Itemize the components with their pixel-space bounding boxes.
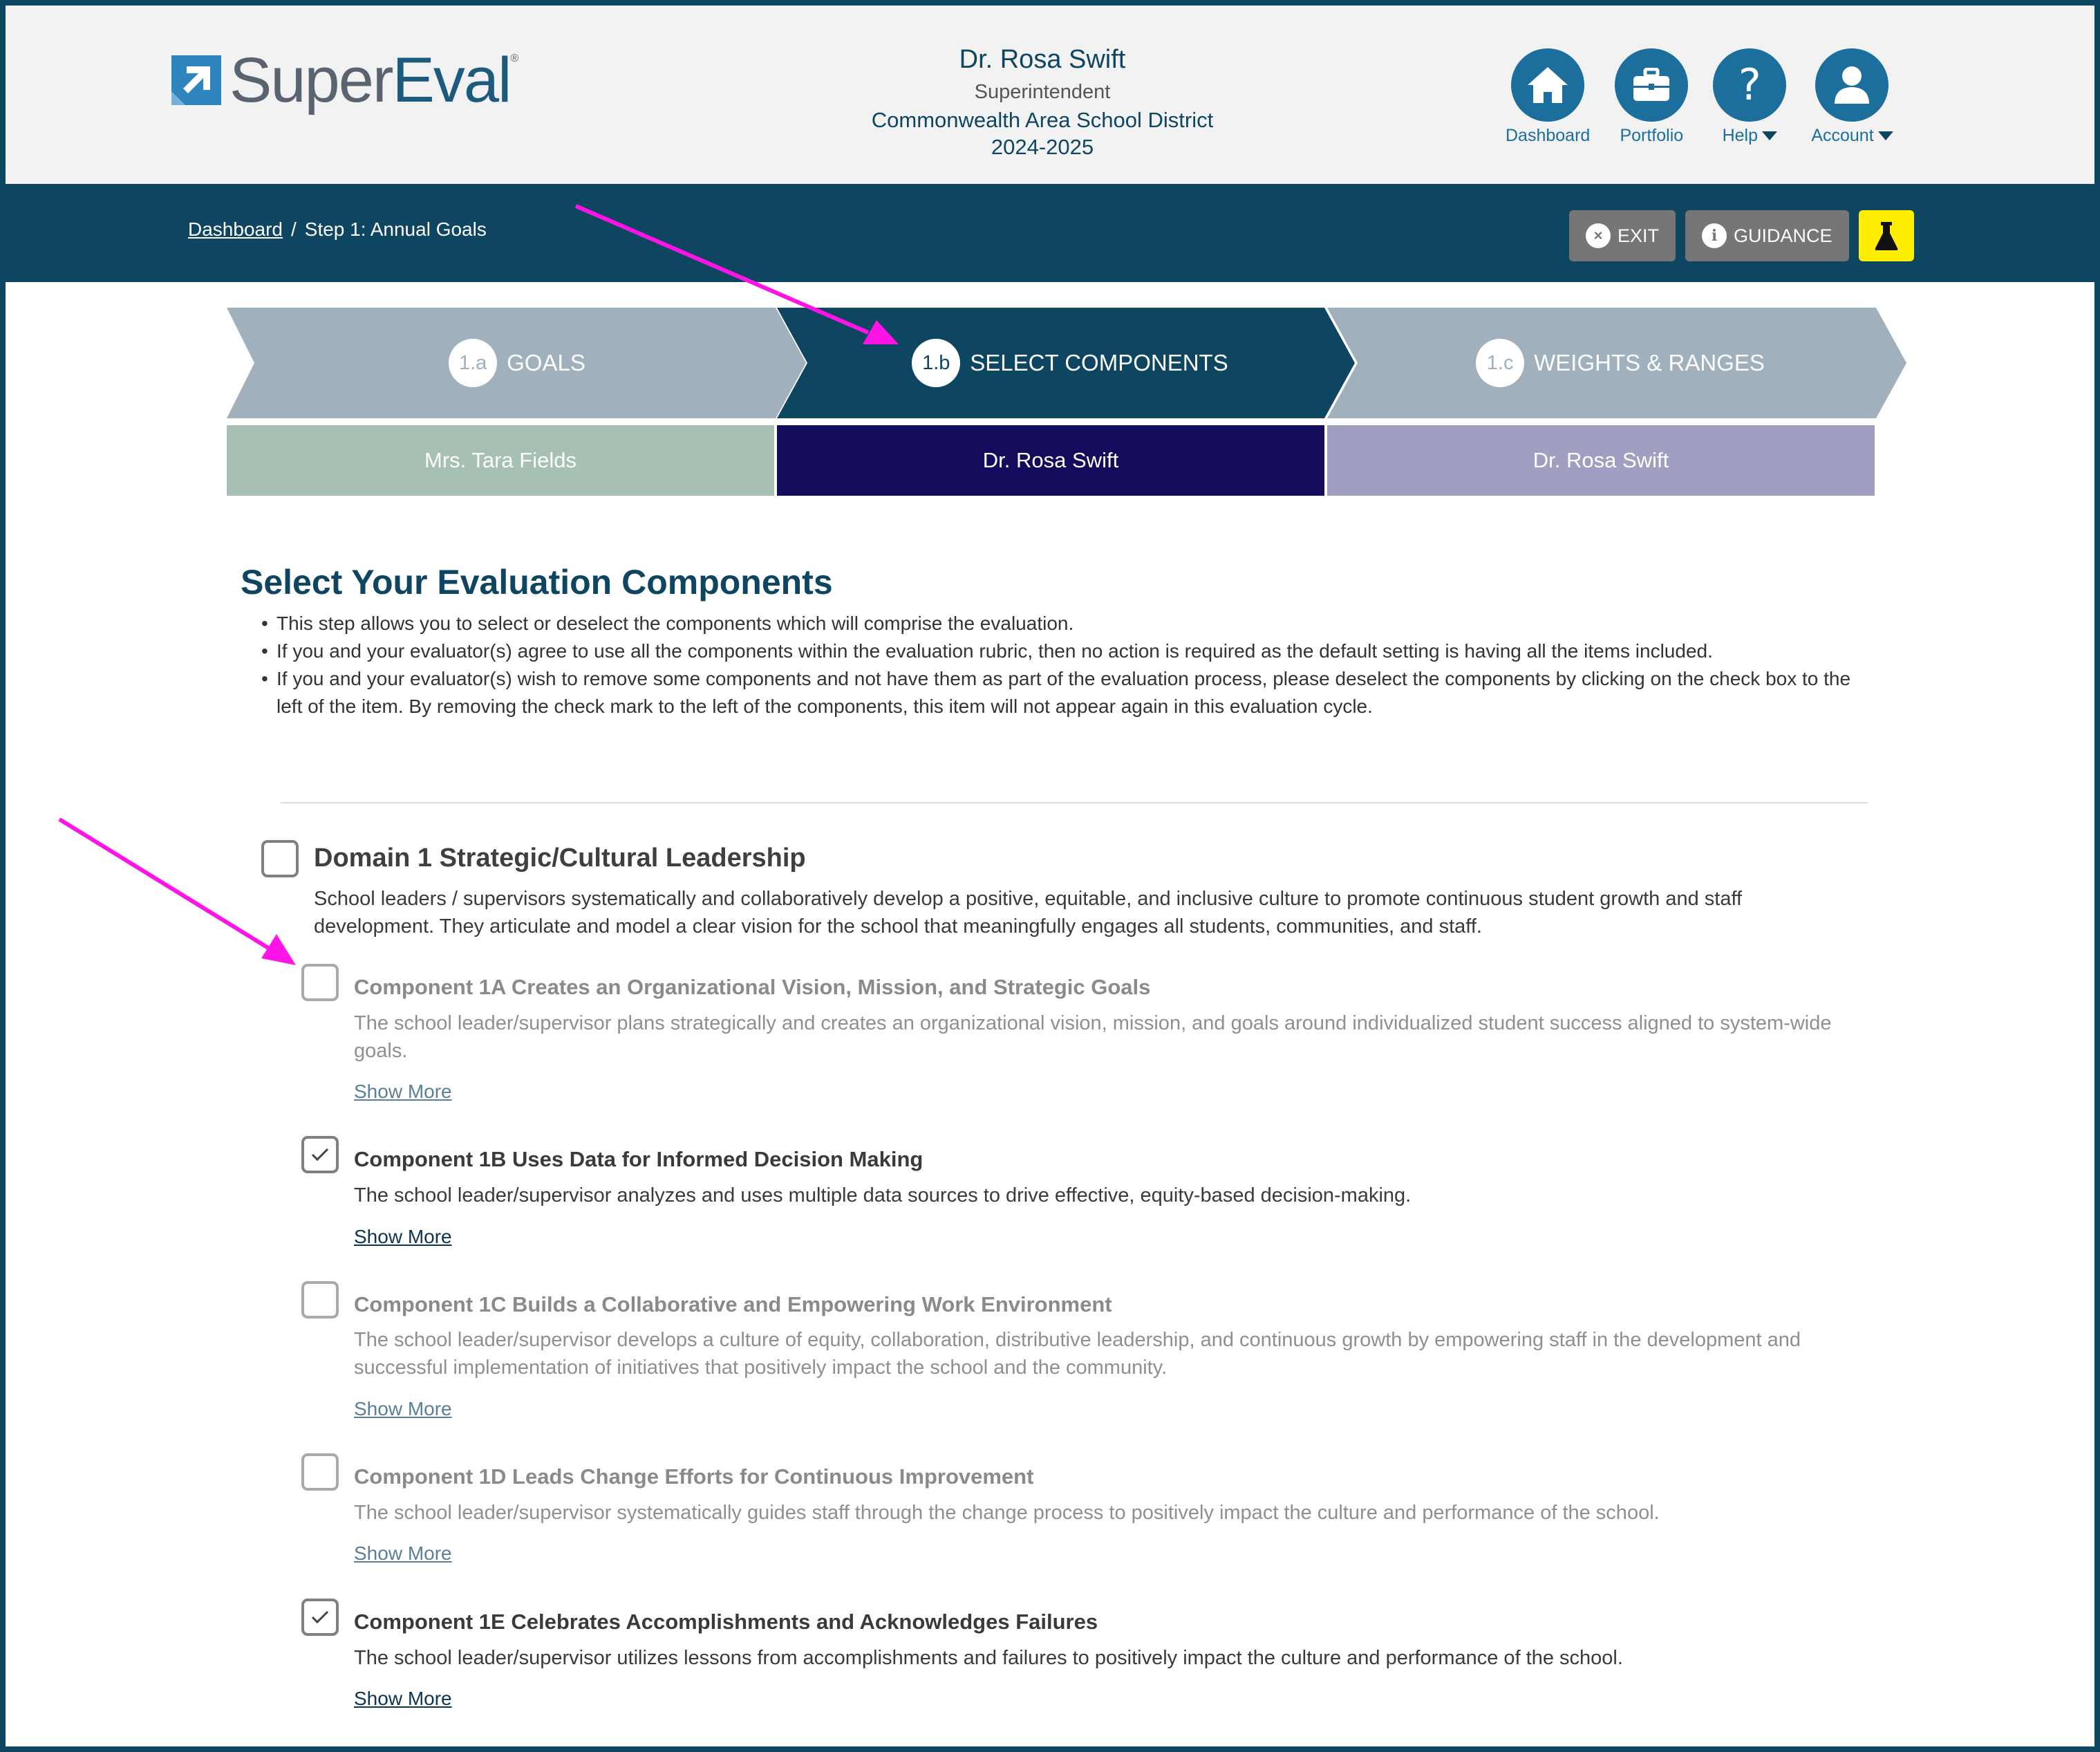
lab-button[interactable] xyxy=(1859,210,1914,261)
checkmark-icon xyxy=(311,1610,329,1625)
nav-dashboard-label: Dashboard xyxy=(1506,126,1591,145)
app-frame xyxy=(6,6,2094,1746)
school-year: 2024-2025 xyxy=(991,135,1094,159)
breadcrumb xyxy=(188,218,487,241)
logo-wordmark: SuperEval xyxy=(229,45,511,115)
step-1b-assignee: Dr. Rosa Swift xyxy=(777,425,1324,496)
home-icon xyxy=(1511,48,1584,122)
chevron-down-icon xyxy=(1878,131,1893,140)
component-description: The school leader/supervisor analyzes and uses multiple data sources to drive effective, equity-based decision-making. xyxy=(354,1184,1412,1206)
step-1b-label: SELECT COMPONENTS xyxy=(970,350,1228,375)
step-1c[interactable] xyxy=(1358,308,1883,418)
guidance-label: GUIDANCE xyxy=(1734,225,1832,246)
show-more-link[interactable]: Show More xyxy=(354,1543,452,1564)
breadcrumb-current: Step 1: Annual Goals xyxy=(304,218,487,240)
instruction-item: • If you and your evaluator(s) wish to remove some components and not have them as part of the evaluation process, please deselect the components by clicking on the check box to the left of the item. By removing the check mark to the left of the components, this item will not appear again in this evaluation cycle. xyxy=(261,665,1858,720)
show-more-link[interactable]: Show More xyxy=(354,1226,452,1247)
chevron-down-icon xyxy=(1762,131,1777,140)
registered-mark: ® xyxy=(510,53,519,64)
instructions-list xyxy=(261,610,1858,720)
domain-checkbox[interactable] xyxy=(261,840,299,877)
main-content xyxy=(241,559,1858,720)
component-title: Component 1A Creates an Organizational Vision, Mission, and Strategic Goals xyxy=(354,975,1151,999)
user-info xyxy=(766,41,1319,160)
logo-mark-icon xyxy=(171,55,221,105)
briefcase-icon xyxy=(1615,48,1688,122)
exit-button[interactable] xyxy=(1569,210,1676,261)
component-1b-checkbox[interactable] xyxy=(301,1136,339,1173)
component-title: Component 1E Celebrates Accomplishments and Acknowledges Failures xyxy=(354,1610,1098,1634)
app-header xyxy=(6,6,2094,184)
step-1a-label: GOALS xyxy=(507,350,585,375)
component-title: Component 1D Leads Change Efforts for Continuous Improvement xyxy=(354,1464,1034,1489)
nav-account-label: Account xyxy=(1811,126,1874,145)
component-description: The school leader/supervisor systematically guides staff through the change process to positively impact the culture and performance of the school. xyxy=(354,1502,1660,1524)
instruction-item: • This step allows you to select or deselect the components which will comprise the evaluation. xyxy=(261,610,1858,637)
show-more-link[interactable]: Show More xyxy=(354,1398,452,1419)
step-1a-number: 1.a xyxy=(449,339,497,387)
nav-portfolio[interactable] xyxy=(1615,48,1688,146)
page-title: Select Your Evaluation Components xyxy=(241,563,833,602)
component-1c-checkbox[interactable] xyxy=(301,1281,339,1318)
show-more-link[interactable]: Show More xyxy=(354,1081,452,1102)
user-icon xyxy=(1815,48,1888,122)
breadcrumb-bar xyxy=(6,184,2094,282)
show-more-link[interactable]: Show More xyxy=(354,1688,452,1709)
domain-description: School leaders / supervisors systematically and collaboratively develop a positive, equitable, and inclusive culture to promote continuous student growth and staff development. They articulate and model a clear vision for the school that meaningfully engages all students, communities, and staff. xyxy=(314,888,1743,938)
close-icon: × xyxy=(1586,223,1611,248)
step-progress xyxy=(227,308,1906,496)
toolbar xyxy=(1569,210,1914,261)
header-nav xyxy=(1506,48,1918,146)
step-1c-assignee: Dr. Rosa Swift xyxy=(1327,425,1875,496)
nav-portfolio-label: Portfolio xyxy=(1620,126,1684,145)
flask-icon xyxy=(1874,221,1899,251)
domain-title: Domain 1 Strategic/Cultural Leadership xyxy=(314,844,806,873)
component-description: The school leader/supervisor develops a culture of equity, collaboration, distributive leadership, and continuous growth by empowering staff in the development and successful implementation of initiatives that positively impact the school and the community. xyxy=(354,1329,1801,1379)
nav-account-label-wrap xyxy=(1811,126,1893,146)
supereval-logo[interactable] xyxy=(171,47,518,113)
step-1a-assignee: Mrs. Tara Fields xyxy=(227,425,774,496)
user-role: Superintendent xyxy=(974,81,1111,103)
section-divider xyxy=(281,802,1868,803)
nav-dashboard[interactable] xyxy=(1506,48,1590,146)
step-1b-number: 1.b xyxy=(912,339,960,387)
annotation-arrow-checkbox xyxy=(59,819,272,950)
step-1c-label: WEIGHTS & RANGES xyxy=(1534,350,1765,375)
component-description: The school leader/supervisor utilizes lessons from accomplishments and failures to positively impact the culture and performance of the school. xyxy=(354,1647,1623,1669)
step-1b[interactable] xyxy=(807,308,1333,418)
breadcrumb-separator: / xyxy=(290,218,297,240)
guidance-button[interactable] xyxy=(1685,210,1849,261)
exit-label: EXIT xyxy=(1618,225,1660,246)
nav-account[interactable] xyxy=(1811,48,1893,146)
annotation-arrowhead-checkbox xyxy=(261,934,296,965)
step-1a[interactable] xyxy=(254,308,780,418)
question-icon: ? xyxy=(1713,48,1786,122)
info-icon: i xyxy=(1702,223,1727,248)
checkmark-icon xyxy=(311,1147,329,1162)
component-description: The school leader/supervisor plans strategically and creates an organizational vision, mission, and goals around individualized student success aligned to system-wide goals. xyxy=(354,1012,1832,1062)
component-1e-checkbox[interactable] xyxy=(301,1599,339,1636)
instruction-item: • If you and your evaluator(s) agree to use all the components within the evaluation rubric, then no action is required as the default setting is having all the items included. xyxy=(261,637,1858,665)
user-name: Dr. Rosa Swift xyxy=(959,45,1126,74)
nav-help[interactable] xyxy=(1713,48,1786,146)
breadcrumb-dashboard-link[interactable]: Dashboard xyxy=(188,218,283,240)
nav-help-label: Help xyxy=(1722,126,1759,145)
nav-help-label-wrap xyxy=(1723,126,1777,146)
component-1d-checkbox[interactable] xyxy=(301,1453,339,1491)
step-1c-number: 1.c xyxy=(1476,339,1524,387)
user-district: Commonwealth Area School District xyxy=(871,108,1214,132)
component-title: Component 1C Builds a Collaborative and Empowering Work Environment xyxy=(354,1292,1112,1316)
component-1a-checkbox[interactable] xyxy=(301,964,339,1001)
component-title: Component 1B Uses Data for Informed Decision Making xyxy=(354,1147,924,1171)
